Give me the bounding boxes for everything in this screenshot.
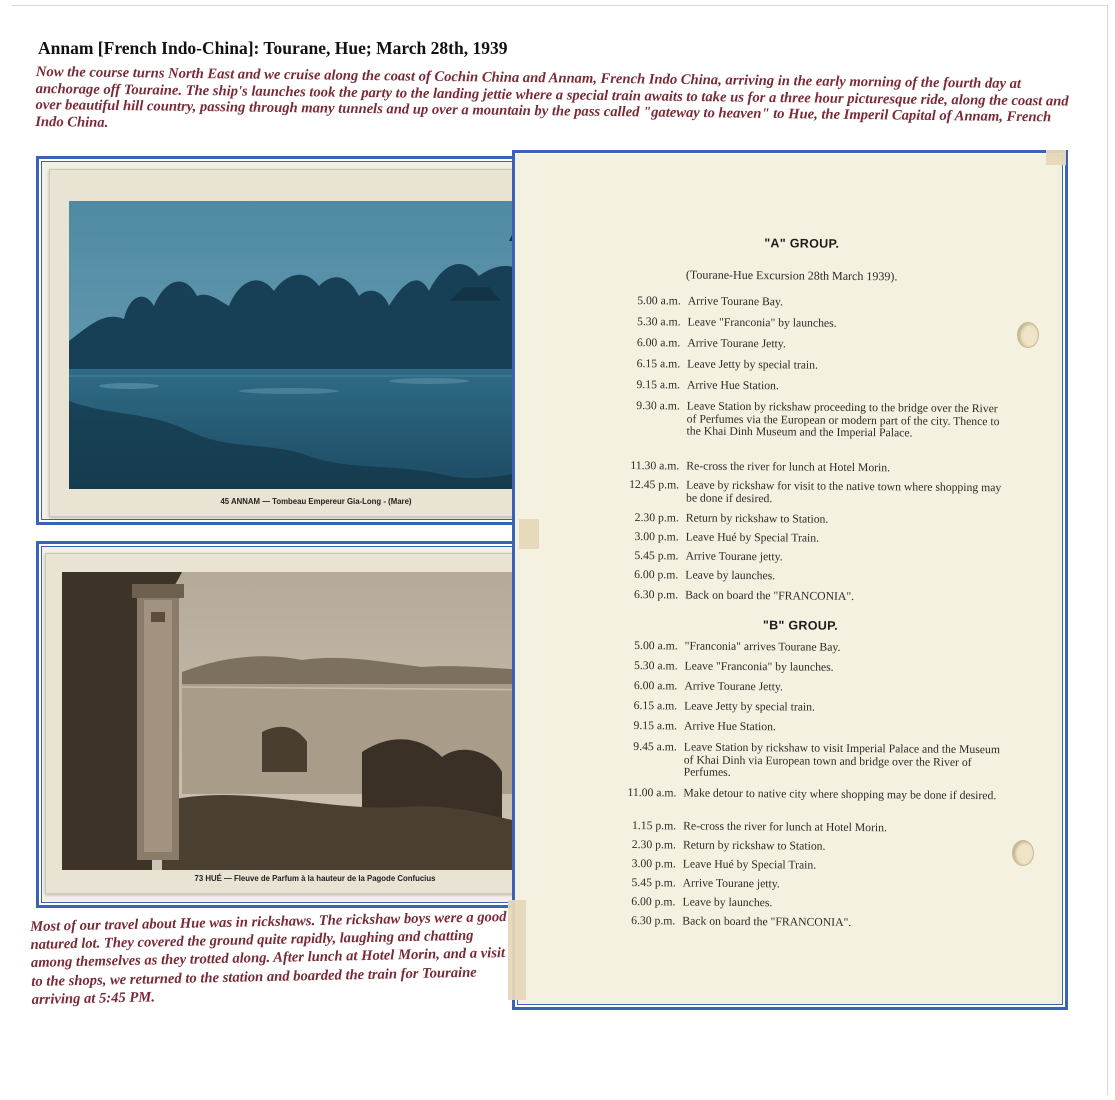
postcard-gia-long	[49, 169, 583, 517]
itinerary-row: 2.30 p.m. Return by rickshaw to Station.	[634, 511, 829, 526]
itinerary-row: 9.45 a.m. Leave Station by rickshaw to visit Imperial Palace and the Museum of Khai Dinh via European town and bridge over the River of Perfumes.	[633, 740, 1001, 780]
group-a-heading: "A" GROUP.	[764, 236, 840, 251]
itinerary-row: 6.15 a.m. Leave Jetty by special train.	[636, 357, 819, 372]
intro-text: Now the course turns North East and we cruise along the coast of Cochin China and Annam, French Indo China, arriving in the early morning of the fourth day at anchorage off Touraine. The ship's launches took the party to the landing jettie where a special train awaits to take us for a three hour picturesque ride, along the coast and over beautiful hill country, passing through many tunnels and up over a mountain by the pass called "gateway to heaven" to Hue, the Imperil Capital of Annam, French Indo China.	[35, 64, 1069, 131]
itinerary-row: 5.45 p.m. Arrive Tourane jetty.	[631, 876, 780, 891]
itinerary-row: 9.15 a.m. Arrive Hue Station.	[633, 719, 776, 734]
itinerary-row: 6.00 a.m. Arrive Tourane Jetty.	[636, 336, 786, 351]
itinerary-row: 6.15 a.m. Leave Jetty by special train.	[633, 699, 816, 714]
page-edge	[1107, 5, 1108, 1095]
photo-perfume-river	[62, 572, 562, 870]
itinerary-row: 5.30 a.m. Leave "Franconia" by launches.	[633, 659, 834, 674]
itinerary-row: 1.15 p.m. Re-cross the river for lunch at Hotel Morin.	[631, 819, 888, 835]
itinerary-row: 9.15 a.m. Arrive Hue Station.	[636, 378, 779, 393]
itinerary-row: 12.45 p.m. Leave by rickshaw for visit to the native town where shopping may be done if desired.	[629, 478, 1002, 505]
itinerary-row: 3.00 p.m. Leave Hué by Special Train.	[634, 530, 820, 545]
itinerary-subtitle: (Tourane-Hue Excursion 28th March 1939).	[685, 267, 898, 284]
itinerary-row: 5.30 a.m. Leave "Franconia" by launches.	[636, 315, 837, 330]
itinerary-row: 5.00 a.m. "Franconia" arrives Tourane Bay.	[634, 639, 841, 654]
cyanotype-lake-scene	[69, 201, 563, 489]
itinerary-row: 5.00 a.m. Arrive Tourane Bay.	[637, 294, 784, 309]
punch-hole	[1012, 840, 1034, 866]
postcard-caption: 45 ANNAM — Tombeau Empereur Gia-Long - (Mare)	[220, 497, 412, 506]
itinerary-row: 6.30 p.m. Back on board the "FRANCONIA".	[631, 914, 852, 929]
punch-hole	[1017, 322, 1039, 348]
itinerary-row: 11.00 a.m. Make detour to native city where shopping may be done if desired.	[627, 786, 997, 803]
itinerary-row: 6.00 a.m. Arrive Tourane Jetty.	[633, 679, 783, 694]
itinerary-row: 11.30 a.m. Re-cross the river for lunch at Hotel Morin.	[630, 459, 891, 475]
photo-tomb-gia-long	[69, 201, 563, 489]
postcard-caption: 73 HUÉ — Fleuve de Parfum à la hauteur de la Pagode Confucius	[194, 874, 436, 883]
mounting-tape	[519, 519, 539, 549]
itinerary-sheet	[515, 154, 1057, 1000]
page-title: Annam [French Indo-China]: Tourane, Hue; March 28th, 1939	[38, 38, 508, 58]
itinerary-row: 6.30 p.m. Back on board the "FRANCONIA".	[633, 588, 855, 603]
itinerary-row: 2.30 p.m. Return by rickshaw to Station.	[631, 838, 826, 853]
postcard-perfume-river	[45, 553, 585, 894]
mounting-tape	[1046, 150, 1066, 165]
outro-text: Most of our travel about Hue was in rickshaws. The rickshaw boys were a good natured lot. They covered the ground quite rapidly, laughing and chatting among themselves as they trotted along. After lunch at Hotel Morin, and a visit to the shops, we returned to the station and boarded the train for Touraine arriving at 5:45 PM.	[30, 909, 507, 1008]
itinerary-row: 9.30 a.m. Leave Station by rickshaw proceeding to the bridge over the River of Perfumes via the European or modern part of the city. Thence to the Khai Dinh Museum and the Imperial Palace.	[636, 399, 1000, 440]
itinerary-row: 5.45 p.m. Arrive Tourane jetty.	[634, 549, 783, 564]
itinerary-row: 6.00 p.m. Leave by launches.	[631, 895, 773, 910]
group-b-heading: "B" GROUP.	[762, 618, 839, 633]
itinerary-row: 6.00 p.m. Leave by launches.	[634, 568, 776, 583]
page-edge	[12, 5, 1107, 6]
sepia-river-scene	[62, 572, 562, 870]
itinerary-row: 3.00 p.m. Leave Hué by Special Train.	[631, 857, 817, 872]
